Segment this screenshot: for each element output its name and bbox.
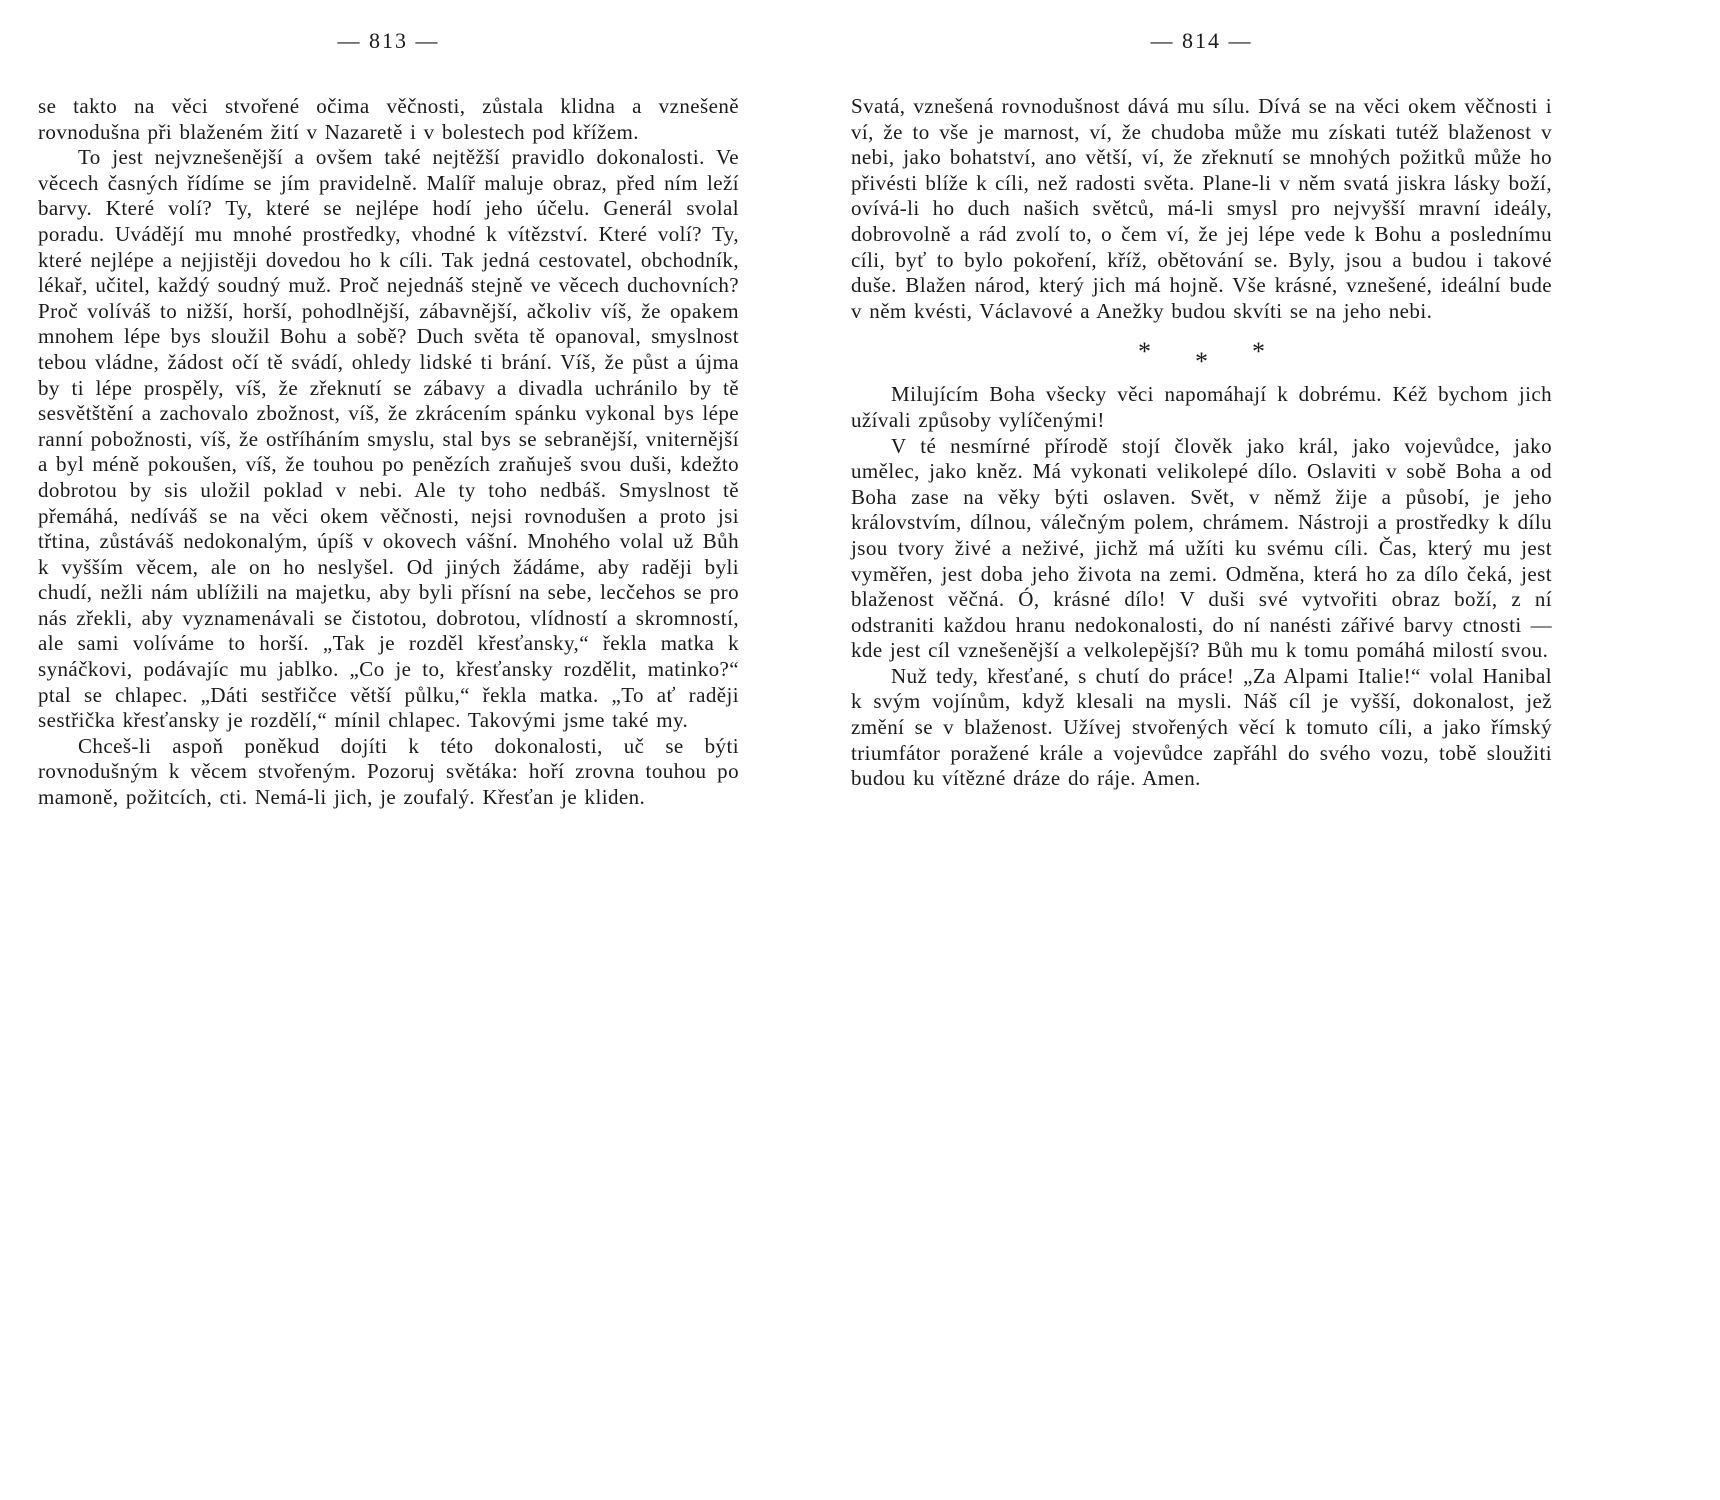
page-813 (38, 14, 739, 811)
page-814-body (851, 94, 1552, 792)
page-number-813: — 813 — (337, 28, 440, 53)
asterisk-icon: * (1138, 337, 1151, 367)
asterisk-icon: * (1195, 347, 1208, 377)
page-813-body (38, 94, 739, 811)
paragraph: Milujícím Boha všecky věci napomáhají k dobrému. Kéž bychom jich užívali způsoby vylíčenými! (851, 382, 1552, 432)
paragraph: se takto na věci stvořené očima věčnosti, zůstala klidna a vznešeně rovnodušna při blaženém žití v Nazaretě i v bolestech pod křížem. (38, 94, 739, 144)
page-814 (851, 14, 1552, 811)
paragraph: Svatá, vznešená rovnodušnost dává mu sílu. Dívá se na věci okem věčnosti i ví, že to vše je marnost, ví, že chudoba může mu získati tutéž blaženost v nebi, jako bohatství, ano větší, ví, že zřeknutí se mnohých požitků může ho přivésti blíže k cíli, než radosti světa. Plane-li v něm svatá jiskra lásky boží, ovívá-li ho duch našich světců, má-li smysl pro nejvyšší mravní ideály, dobrovolně a rád zvolí to, o čem ví, že jej lépe vede k Bohu a poslednímu cíli, byť to bylo pokoření, kříž, obětování se. Byly, jsou a budou i takové duše. Blažen národ, který jich má hojně. Vše krásné, vznešené, ideální bude v něm kvésti, Václavové a Anežky budou skvíti se na jeho nebi. (851, 94, 1552, 323)
section-separator (851, 337, 1552, 377)
paragraph: Nuž tedy, křesťané, s chutí do práce! „Za Alpami Italie!“ volal Hanibal k svým vojínům, když klesali na mysli. Náš cíl je vyšší, dokonalost, jež změní se v blaženost. Užívej stvořených věcí k tomuto cíli, a jako římský triumfátor poražené krále a vojevůdce zapřáhl do svého vozu, tobě sloužiti budou ku vítězné dráze do ráje. Amen. (851, 663, 1552, 791)
page-number-814: — 814 — (1150, 28, 1253, 53)
asterisk-icon: * (1252, 337, 1265, 367)
paragraph: Chceš-li aspoň poněkud dojíti k této dokonalosti, uč se býti rovnodušným k věcem stvořeným. Pozoruj světáka: hoří zrovna touhou po mamoně, požitcích, cti. Nemá-li jich, je zoufalý. Křesťan je kliden. (38, 733, 739, 810)
paragraph: V té nesmírné přírodě stojí člověk jako král, jako vojevůdce, jako umělec, jako kněz. Má vykonati velikolepé dílo. Oslaviti v sobě Boha a od Boha zase na věky býti oslaven. Svět, v němž žije a působí, je jeho královstvím, dílnou, válečným polem, chrámem. Nástroji a prostředky k dílu jsou tvory živé a neživé, jichž má užíti ku svému cíli. Čas, který mu jest vyměřen, jest doba jeho života na zemi. Odměna, která ho za dílo čeká, jest blaženost věčná. Ó, krásné dílo! V duši své vytvořiti obraz boží, z ní odstraniti každou hranu nedokonalosti, do ní nanésti zářivé barvy ctnosti — kde jest cíl vznešenější a velkolepější? Bůh mu k tomu pomáhá milostí svou. (851, 433, 1552, 663)
paragraph: To jest nejvznešenější a ovšem také nejtěžší pravidlo dokonalosti. Ve věcech časných řídíme se jím pravidelně. Malíř maluje obraz, před ním leží barvy. Které volí? Ty, které se nejlépe hodí jeho účelu. Generál svolal poradu. Uvádějí mu mnohé prostředky, vhodné k vítězství. Které volí? Ty, které nejlépe a nejjistěji dovedou ho k cíli. Tak jedná cestovatel, obchodník, lékař, učitel, každý soudný muž. Proč nejednáš stejně ve věcech duchovních? Proč volíváš to nižší, horší, pohodlnější, zábavnější, ačkoliv víš, že opakem mnohem lépe bys sloužil Bohu a sobě? Duch světa tě opanoval, smyslnost tebou vládne, žádost očí tě svádí, ohledy lidské ti brání. Víš, že půst a újma by ti lépe prospěly, víš, že zřeknutí se zábavy a divadla uchránilo by tě sesvětštění a zachovalo zbožnost, víš, že zkrácením spánku vykonal bys lépe ranní pobožnosti, víš, že ostříháním smyslu, stal bys se sebranější, vniternější a byl méně pokoušen, víš, že touhou po penězích zraňuješ svou duši, kdežto dobrotou by sis uložil poklad v nebi. Ale ty toho nedbáš. Smyslnost tě přemáhá, nedíváš se na věci okem věčnosti, nejsi rovnodušen a proto jsi třtina, zůstáváš nedokonalým, úpíš v okovech vášní. Mnohého volal už Bůh k vyšším věcem, ale on ho neslyšel. Od jiných žádáme, aby raději byli chudí, nežli nám ublížili na majetku, aby byli přísní na sebe, lecčehos se pro nás zřekli, aby vyznamenávali se čistotou, dobrotou, vlídností a skromností, ale sami volíváme to horší. „Tak je rozděl křesťansky,“ řekla matka k synáčkovi, podávajíc mu jablko. „Co je to, křesťansky rozdělit, matinko?“ ptal se chlapec. „Dáti sestřičce větší půlku,“ řekla matka. „To ať raději sestřička křesťansky je rozdělí,“ mínil chlapec. Takovými jsme také my. (38, 145, 739, 733)
